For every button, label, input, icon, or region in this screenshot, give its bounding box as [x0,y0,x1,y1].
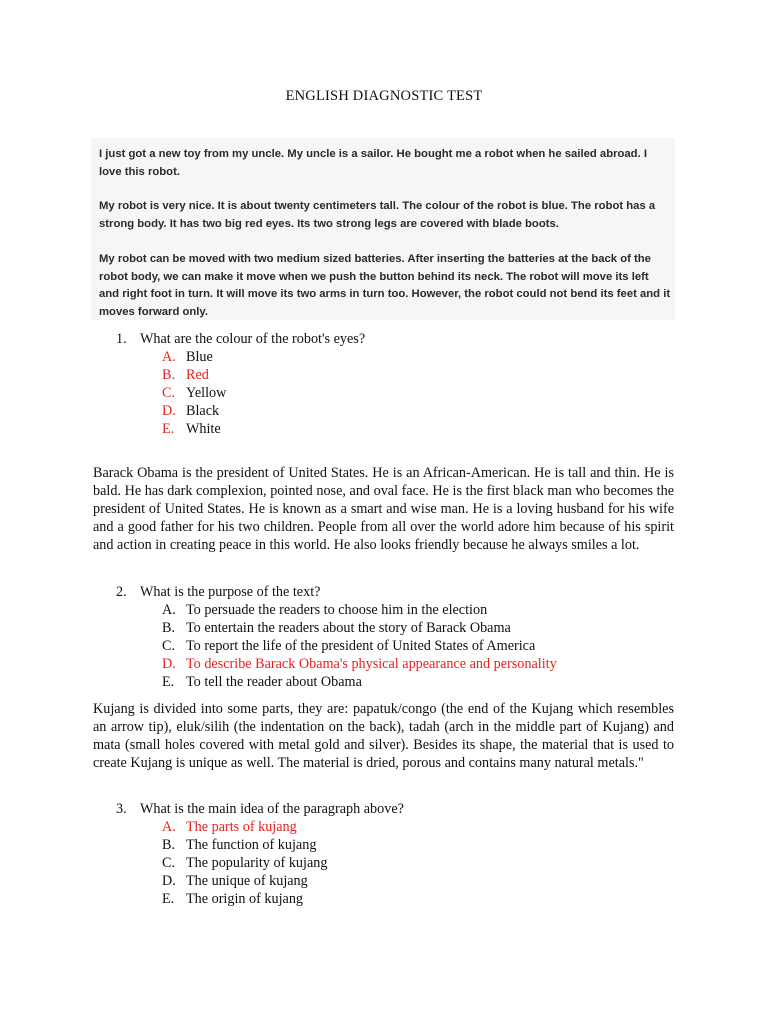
option-e [162,673,557,691]
option-letter: E. [162,674,175,690]
test-title: ENGLISH DIAGNOSTIC TEST [285,88,483,104]
option-text: White [186,421,221,437]
option-letter: A. [162,602,176,618]
story-paragraph: My robot is very nice. It is about twenty centimeters tall. The colour of the robot is blue. The robot has a strong body. It has two big red eyes. Its two strong legs are covered with blade boots. [99,200,656,230]
robot-story-image [91,138,675,320]
option-letter: B. [162,620,176,636]
option-b [162,619,557,637]
option-text: The parts of kujang [186,819,297,835]
question-2 [116,583,320,601]
question-text: What is the purpose of the text? [140,584,321,600]
option-d [162,872,327,890]
obama-passage: Barack Obama is the president of United States. He is an African-American. He is tall and thin. He is bald. He has dark complexion, pointed nose, and oval face. He is the first black man who becomes the president of United States. He is known as a smart and wise man. He is a loving husband for his wife and a good father for his two children. People from all over the world adore him because of his spirit and action in creating peace in this world. He also looks friendly because he always smiles a lot. [93,465,674,553]
option-letter: A. [162,819,176,835]
option-text: To persuade the readers to choose him in the election [186,602,488,618]
question-text: What are the colour of the robot's eyes? [140,331,366,347]
option-letter: D. [162,656,176,672]
option-letter: D. [162,873,176,889]
option-a [162,601,557,619]
option-d-answer [162,655,557,673]
option-d [162,402,226,420]
option-text: The origin of kujang [186,891,304,907]
option-text: To describe Barack Obama's physical appearance and personality [186,656,557,672]
option-e [162,890,327,908]
option-letter: C. [162,385,176,401]
option-text: To tell the reader about Obama [186,674,362,690]
option-text: Black [186,403,220,419]
option-letter: C. [162,855,176,871]
option-letter: B. [162,367,176,383]
question-3 [116,800,404,818]
question-2-options [162,601,557,691]
option-text: Yellow [186,385,227,401]
option-b [162,836,327,854]
question-number: 2. [116,584,127,600]
option-c [162,854,327,872]
kujang-passage: Kujang is divided into some parts, they are: papatuk/congo (the end of the Kujang which resembles an arrow tip), eluk/silih (the indentation on the back), tadah (arch in the middle part of Kujang) and mata (small holes covered with metal gold and silver). Besides its shape, the material that is used to create Kujang is unique as well. The material is dried, porous and contains many natural metals." [93,701,674,771]
option-text: To entertain the readers about the story of Barack Obama [186,620,511,636]
question-number: 3. [116,801,127,817]
question-1 [116,330,365,348]
option-e [162,420,226,438]
option-c [162,637,557,655]
option-letter: B. [162,837,176,853]
option-text: To report the life of the president of United States of America [186,638,536,654]
option-c [162,384,226,402]
question-1-options [162,348,226,438]
question-text: What is the main idea of the paragraph above? [140,801,404,817]
option-a [162,348,226,366]
question-number: 1. [116,331,127,347]
question-3-options [162,818,327,908]
story-paragraph: My robot can be moved with two medium sized batteries. After inserting the batteries at the back of the robot body, we can make it move when we push the button behind its neck. The robot will move its left and right foot in turn. It will move its two arms in turn too. However, the robot could not bend its feet and it moves forward only. [99,253,671,318]
option-letter: C. [162,638,176,654]
story-paragraph: I just got a new toy from my uncle. My uncle is a sailor. He bought me a robot when he sailed abroad. I love this robot. [99,148,648,178]
option-b [162,366,226,384]
option-a-answer [162,818,327,836]
option-text: The function of kujang [186,837,317,853]
option-text: The unique of kujang [186,873,308,889]
option-text: Blue [186,349,213,365]
option-letter: E. [162,891,175,907]
option-text-answer: Red [186,367,209,383]
option-text: The popularity of kujang [186,855,328,871]
option-letter: D. [162,403,176,419]
option-letter: A. [162,349,176,365]
option-letter: E. [162,421,175,437]
